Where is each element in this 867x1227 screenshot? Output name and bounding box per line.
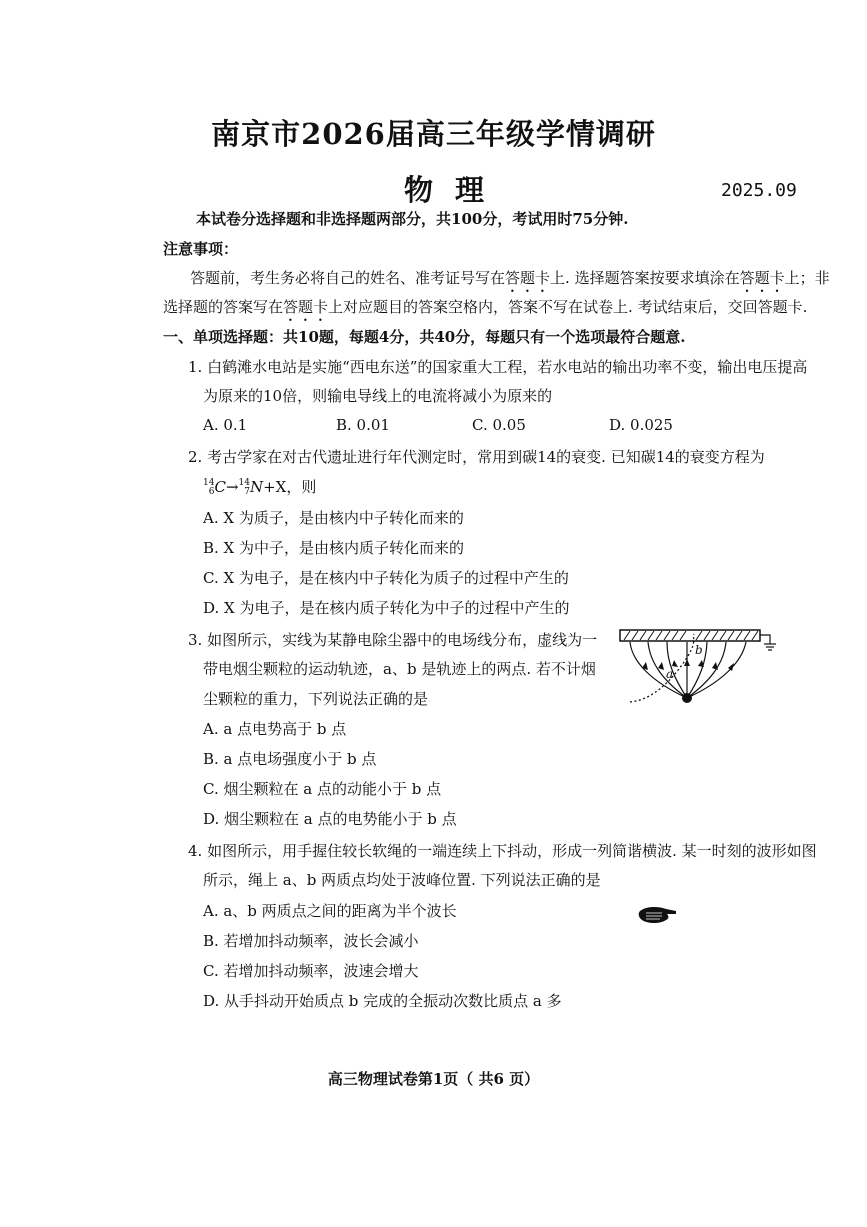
notice-text: 选择题的答案写在 [163,298,284,316]
nitrogen-symbol: N [249,478,264,496]
q3-field-figure [612,622,782,712]
exam-intro: 本试卷分选择题和非选择题两部分，共100分，考试用时75分钟. [196,210,629,228]
exam-date: 2025.09 [721,180,797,201]
q3-option-a: A. a 点电势高于 b 点 [203,720,347,738]
emphasis-answer-card: 答题卡 [283,298,329,316]
q4-stem-line-1: 4. 如图所示，用手握住较长软绳的一端连续上下抖动，形成一列简谐横波. 某一时刻的波形如图 [188,842,817,860]
q1-stem-line-2: 为原来的10倍，则输电导线上的电流将减小为原来的 [203,387,553,405]
q3-option-b: B. a 点电场强度小于 b 点 [203,750,377,768]
notice-text: 上对应题目的答案空格内，答案不写在试卷上. 考试结束后，交回答题卡. [328,298,808,316]
emphasis-answer-card: 答题卡 [739,269,785,287]
q3-stem-line-2: 带电烟尘颗粒的运动轨迹，a、b 是轨迹上的两点. 若不计烟 [203,660,596,678]
q2-option-c: C. X 为电子，是在核内中子转化为质子的过程中产生的 [203,569,569,587]
q1-option-d: D. 0.025 [609,416,673,434]
arrow-icon: → [225,478,239,496]
q3-option-c: C. 烟尘颗粒在 a 点的动能小于 b 点 [203,780,442,798]
q4-stem-line-2: 所示，绳上 a、b 两质点均处于波峰位置. 下列说法正确的是 [203,871,601,889]
q1-stem-line-1: 1. 白鹤滩水电站是实施“西电东送”的国家重大工程，若水电站的输出功率不变，输出电压提高 [188,358,808,376]
field-lines [630,642,746,698]
subject-title: 物理 [404,173,507,207]
q1-option-a: A. 0.1 [203,416,248,434]
q3-stem-line-3: 尘颗粒的重力，下列说法正确的是 [203,690,429,708]
c14-mass-number: 14 [203,478,215,488]
point-a-label: a [666,667,674,681]
n14-atomic-number: 7 [244,487,250,497]
q4-option-d: D. 从手抖动开始质点 b 完成的全振动次数比质点 a 多 [203,992,562,1010]
q1-option-b: B. 0.01 [336,416,390,434]
q3-stem-line-1: 3. 如图所示，实线为某静电除尘器中的电场线分布，虚线为一 [188,631,598,649]
page-footer: 高三物理试卷第1页（ 共6 页） [327,1070,540,1088]
q2-option-a: A. X 为质子，是由核内中子转化而来的 [203,509,464,527]
q2-equation [203,476,316,497]
emphasis-answer-card: 答题卡 [505,269,551,287]
ground-wire [760,635,770,644]
hand-icon [636,903,680,927]
discharge-electrode [682,693,692,703]
equation-tail: +X，则 [263,478,317,496]
q4-option-a: A. a、b 两质点之间的距离为半个波长 [203,902,457,920]
q2-stem-line-1: 2. 考古学家在对古代遗址进行年代测定时，常用到碳14的衰变. 已知碳14的衰变方程为 [188,448,765,466]
notice-text: 上. 选择题答案按要求填涂在 [550,269,740,287]
n14-mass-number: 14 [238,478,250,488]
carbon-symbol: C [214,478,226,496]
c14-atomic-number: 6 [208,487,215,497]
q2-option-d: D. X 为电子，是在核内质子转化为中子的过程中产生的 [203,599,570,617]
notice-text: 上；非 [784,269,830,287]
q1-option-c: C. 0.05 [472,416,526,434]
q4-option-c: C. 若增加抖动频率，波速会增大 [203,962,419,980]
notice-line-1 [190,267,830,296]
q2-option-b: B. X 为中子，是由核内质子转化而来的 [203,539,465,557]
notice-text: 答题前，考生务必将自己的姓名、准考证号写在 [190,269,506,287]
section-heading: 一、单项选择题：共10题，每题4分，共40分，每题只有一个选项最符合题意. [163,328,686,346]
exam-title: 南京市2026届高三年级学情调研 [211,117,656,151]
q3-option-d: D. 烟尘颗粒在 a 点的电势能小于 b 点 [203,810,457,828]
point-b-label: b [695,643,703,657]
ground-icon [764,644,776,650]
notice-line-2 [163,296,807,325]
q4-option-b: B. 若增加抖动频率，波长会减小 [203,932,419,950]
notice-heading: 注意事项： [163,240,239,258]
